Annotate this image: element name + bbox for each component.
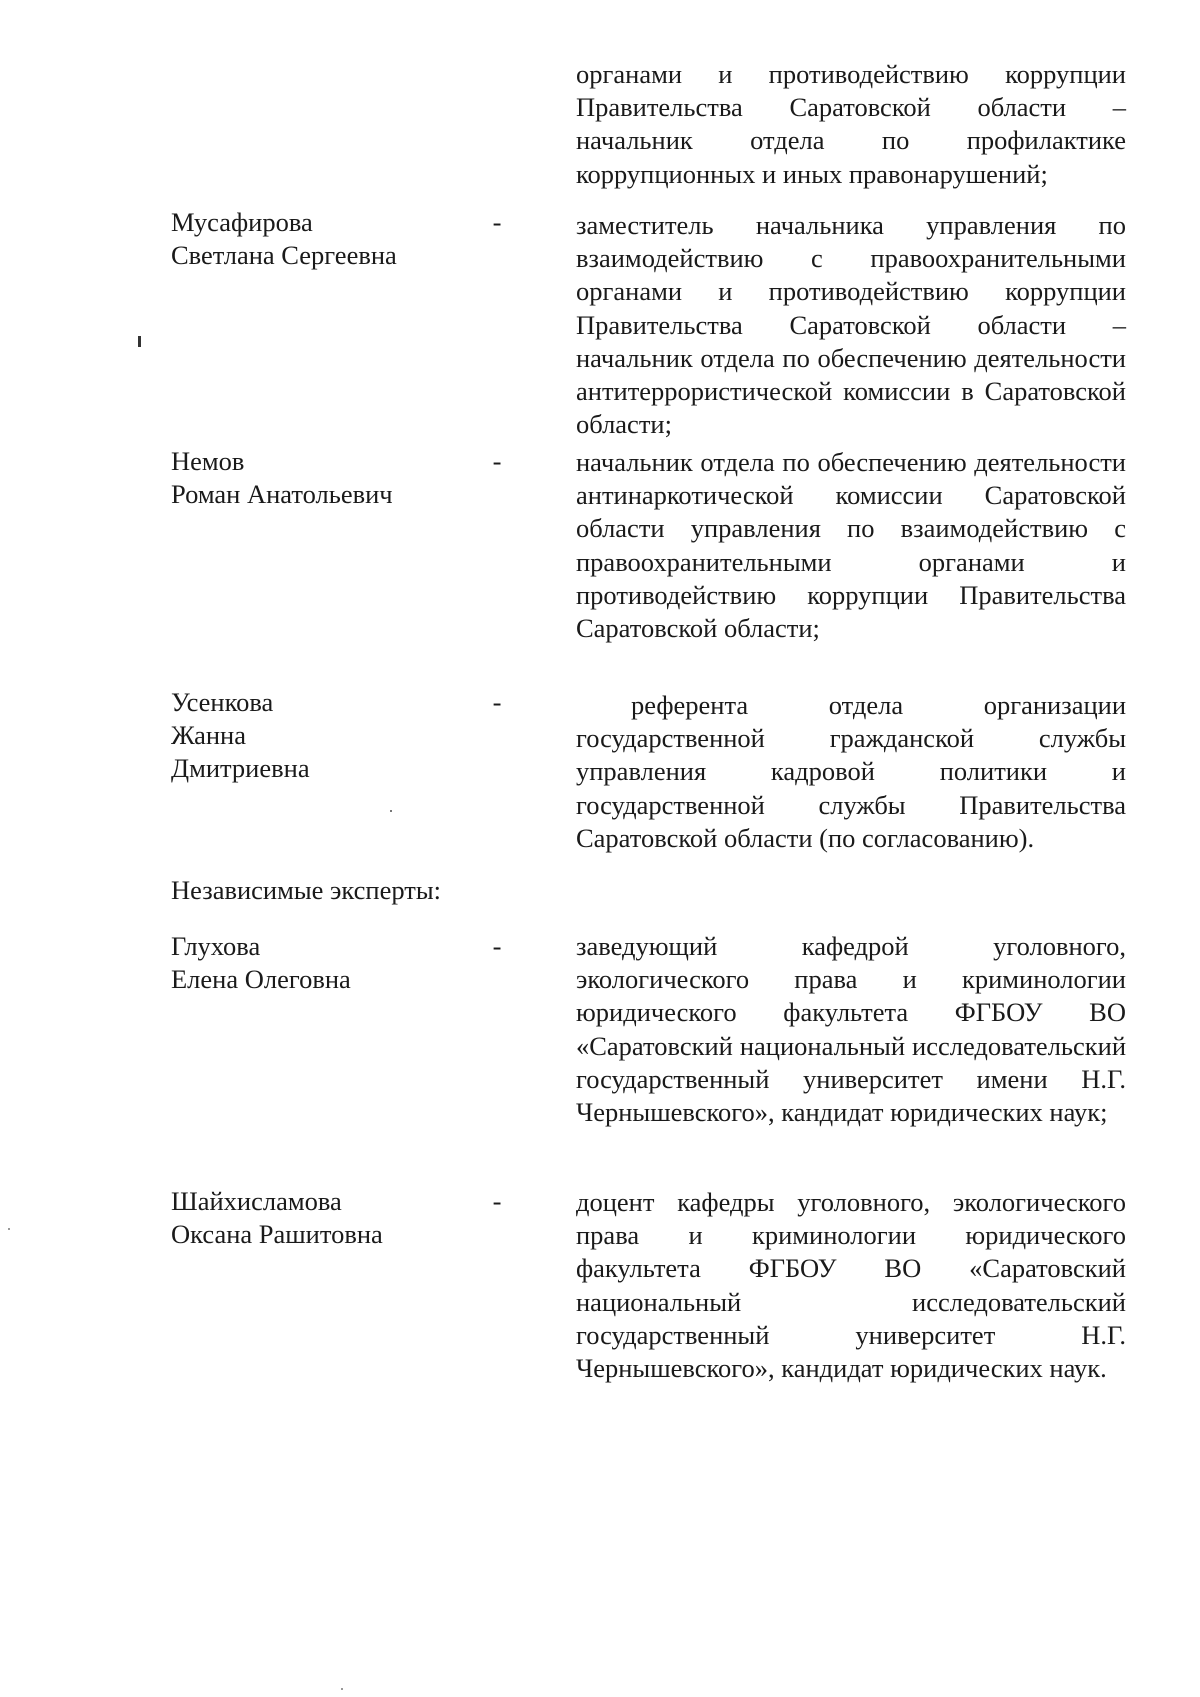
dash-separator: - [492, 207, 502, 237]
member-patronymic: Дмитриевна [171, 753, 310, 784]
member-description-nemov: начальник отдела по обеспечению деятельности антинаркотической комиссии Саратовской области управления по взаимодействию с правоохранительными органами и противодействию коррупции Правительства Саратовской области; [576, 447, 1126, 644]
member-surname: Глухова [171, 931, 261, 961]
member-description-glukhova: заведующий кафедрой уголовного, экологического права и криминологии юридического факультета ФГБОУ ВО «Саратовский национальный исследовательский государственный университет имени Н.Г. Чернышевского», кандидат юридических наук; [576, 931, 1126, 1128]
dash-separator: - [492, 446, 502, 476]
member-description-continuation: органами и противодействию коррупции Правительства Саратовской области – начальник отдела по профилактике коррупционных и иных правонарушений; [576, 59, 1126, 189]
member-surname: Усенкова [171, 687, 274, 717]
member-given-names: Оксана Рашитовна [171, 1219, 383, 1250]
member-name-nemov [171, 445, 471, 511]
member-name-musafirova [171, 206, 471, 272]
member-name-glukhova [171, 930, 471, 996]
scan-speck [341, 1688, 343, 1690]
scan-speck [138, 336, 141, 347]
member-name-shaikhislamova [171, 1185, 471, 1251]
dash-separator: - [492, 1186, 502, 1216]
section-heading-independent-experts: Независимые эксперты: [171, 875, 441, 905]
member-given-names: Роман Анатольевич [171, 479, 393, 510]
member-surname: Мусафирова [171, 207, 313, 237]
dash-separator: - [492, 931, 502, 961]
member-description-musafirova: заместитель начальника управления по взаимодействию с правоохранительными органами и противодействию коррупции Правительства Саратовской области – начальник отдела по обеспечению деятельности антитеррористической комиссии в Саратовской области; [576, 210, 1126, 440]
member-surname: Немов [171, 446, 245, 476]
member-surname: Шайхисламова [171, 1186, 342, 1216]
scan-speck [8, 1228, 10, 1230]
dash-separator: - [492, 687, 502, 717]
scan-speck [390, 810, 392, 812]
member-given-names: Елена Олеговна [171, 964, 351, 995]
member-description-shaikhislamova: доцент кафедры уголовного, экологического права и криминологии юридического факультета ФГБОУ ВО «Саратовский национальный исследовательский государственный университет Н.Г. Чернышевского», кандидат юридических наук. [576, 1187, 1126, 1384]
member-description-usenkova: референта отдела организации государственной гражданской службы управления кадровой политики и государственной службы Правительства Саратовской области (по согласованию). [576, 690, 1126, 853]
member-first-name: Жанна [171, 720, 246, 751]
member-name-usenkova [171, 686, 471, 786]
member-given-names: Светлана Сергеевна [171, 240, 397, 271]
